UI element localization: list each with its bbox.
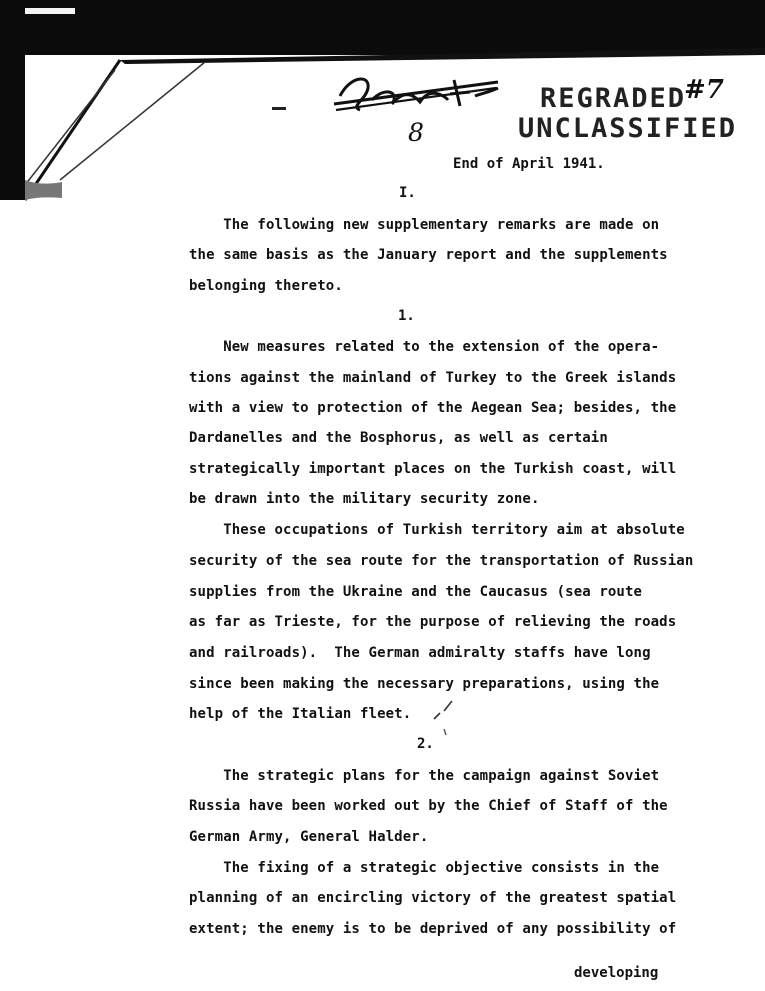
handwritten-page-number: 8 [408, 118, 424, 147]
text-line: be drawn into the military security zone. [189, 491, 540, 507]
catchword: developing [574, 965, 659, 981]
text-line: Dardanelles and the Bosphorus, as well as certain [189, 430, 608, 446]
section-numeral: 2. [417, 736, 434, 752]
text-line: strategically important places on the Turkish coast, will [189, 461, 677, 477]
text-line: Russia have been worked out by the Chief of Staff of the [189, 798, 668, 814]
text-line: since been making the necessary preparations, using the [189, 676, 660, 692]
text-line: extent; the enemy is to be deprived of any possibility of [189, 921, 677, 937]
scan-left-border [0, 0, 25, 200]
scan-top-border [0, 0, 765, 55]
document-date: End of April 1941. [453, 156, 605, 172]
text-line: The strategic plans for the campaign against Soviet [189, 768, 660, 784]
section-numeral: 1. [398, 308, 415, 324]
text-line: as far as Trieste, for the purpose of relieving the roads [189, 614, 677, 630]
pen-mark [272, 107, 286, 110]
section-numeral: I. [399, 185, 416, 201]
text-line: security of the sea route for the transportation of Russian [189, 553, 694, 569]
text-line: and railroads). The German admiralty staffs have long [189, 645, 651, 661]
text-line: These occupations of Turkish territory aim at absolute [189, 522, 685, 538]
text-line: planning of an encircling victory of the greatest spatial [189, 890, 677, 906]
text-line: belonging thereto. [189, 278, 343, 294]
text-line: supplies from the Ukraine and the Caucasus (sea route [189, 584, 643, 600]
text-line: The fixing of a strategic objective consists in the [189, 860, 660, 876]
pen-mark [432, 697, 458, 747]
text-line: with a view to protection of the Aegean Sea; besides, the [189, 400, 677, 416]
text-line: help of the Italian fleet. [189, 706, 412, 722]
stamp-number: #7 [684, 75, 724, 105]
regraded-stamp: REGRADED [540, 83, 687, 114]
text-line: The following new supplementary remarks are made on [189, 217, 660, 233]
text-line: the same basis as the January report and the supplements [189, 247, 668, 263]
text-line: New measures related to the extension of the opera- [189, 339, 660, 355]
unclassified-stamp: UNCLASSIFIED [518, 113, 738, 144]
handwritten-struck-word [330, 66, 500, 120]
text-line: tions against the mainland of Turkey to the Greek islands [189, 370, 677, 386]
text-line: German Army, General Halder. [189, 829, 429, 845]
scan-border-notch [25, 8, 75, 14]
